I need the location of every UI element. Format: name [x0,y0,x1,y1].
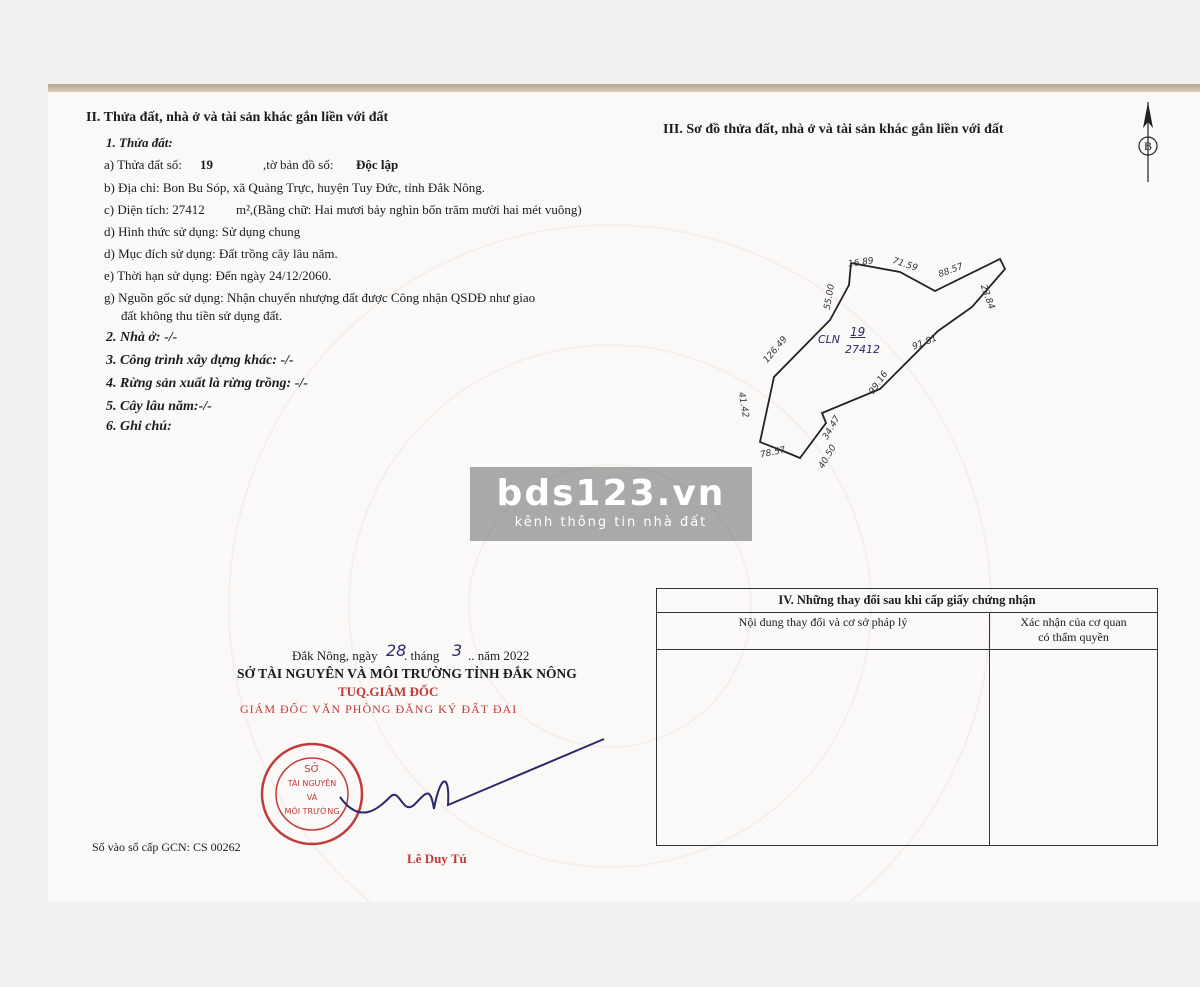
date-prefix: Đắk Nông, ngày [292,648,378,663]
section-ii-title: II. Thửa đất, nhà ở và tài sản khác gắn liền với đất [86,110,389,125]
svg-text:VÀ: VÀ [306,793,318,802]
area-label: c) Diện tích: 27412 [104,202,205,217]
dim-label: 23.84 [977,283,996,311]
origin-line-2: đất không thu tiền sử dụng đất. [121,308,283,323]
col-header-content: Nội dung thay đổi và cơ sở pháp lý [657,613,990,650]
parcel-number-sketch: 19 [850,325,866,339]
dim-label: 41.42 [735,391,751,419]
dim-label: 40.50 [817,443,839,471]
date-day: 28 [386,641,407,660]
dim-label: 34.47 [821,414,843,442]
section-iii-title: III. Sơ đồ thửa đất, nhà ở và tài sản khác gắn liền với đất [663,122,1004,137]
parcel-heading: 1. Thửa đất: [106,135,173,150]
bds123-watermark [470,467,752,541]
map-sheet-value: Độc lập [356,157,399,172]
term-line: e) Thời hạn sử dụng: Đến ngày 24/12/2060. [104,268,332,283]
registry-number: Số vào sổ cấp GCN: CS 00262 [92,840,241,854]
dim-label: 91.81 [911,333,939,353]
parcel-area-sketch: 27412 [845,343,880,356]
house-line: 2. Nhà ở: -/- [106,330,178,345]
dim-label: 71.59 [891,256,919,274]
origin-line-1: g) Nguồn gốc sử dụng: Nhận chuyển nhượng đất được Công nhận QSDĐ như giao [104,290,536,305]
north-letter: B [1144,139,1153,153]
svg-text:MÔI TRƯỜNG: MÔI TRƯỜNG [284,807,340,816]
construction-line: 3. Công trình xây dựng khác: -/- [106,353,294,368]
purpose-line: d) Mục đích sử dụng: Đất trồng cây lâu năm. [104,246,338,261]
parcel-land-type: CLN [818,333,841,346]
tuq-title: TUQ.GIÁM ĐỐC [338,684,439,699]
notes-line: 6. Ghi chú: [106,419,172,434]
date-year: .. năm 2022 [468,648,530,663]
dim-label: 16.89 [847,256,875,270]
changes-table-title: IV. Những thay đổi sau khi cấp giấy chứng nhận [657,589,1158,613]
svg-text:TÀI NGUYÊN: TÀI NGUYÊN [287,779,337,788]
changes-confirm-cell [990,650,1158,846]
col-header-confirm-line1: Xác nhận của cơ quan [1020,615,1127,629]
signer-name: Lê Duy Tú [407,851,467,866]
changes-content-cell [657,650,990,846]
date-month: 3 [452,641,463,660]
perennial-line: 5. Cây lâu năm:-/- [106,399,212,414]
map-sheet-label: ,tờ bản đồ số: [263,157,334,172]
changes-table [656,588,1158,846]
dim-label: 88.57 [937,261,965,281]
director-title: GIÁM ĐỐC VĂN PHÒNG ĐĂNG KÝ ĐẤT ĐAI [240,702,518,716]
col-header-confirm [990,613,1158,650]
signature-mark [330,735,620,835]
col-header-confirm-line2: có thẩm quyền [1038,630,1109,644]
dim-label: 78.57 [759,445,787,461]
address-line: b) Địa chỉ: Bon Bu Sóp, xã Quảng Trực, huyện Tuy Đức, tỉnh Đắk Nông. [104,180,485,195]
svg-text:SỞ: SỞ [304,764,320,775]
date-month-label: . tháng [404,648,440,663]
dim-label: 55.00 [822,283,838,311]
dim-label: 99.16 [867,369,891,397]
area-in-words: m²,(Bằng chữ: Hai mươi bảy nghìn bốn trăm mười hai mét vuông) [236,202,582,217]
parcel-no-value: 19 [200,157,213,172]
page-top-border [48,84,1200,92]
watermark-brand: bds123.vn [496,473,726,514]
forest-line: 4. Rừng sản xuất là rừng trồng: -/- [106,376,308,391]
use-form-line: d) Hình thức sử dụng: Sử dụng chung [104,224,301,239]
dim-label: 126.49 [761,334,790,366]
parcel-no-label: a) Thửa đất số: [104,157,182,172]
agency-name: SỞ TÀI NGUYÊN VÀ MÔI TRƯỜNG TỈNH ĐẮK NÔNG [237,666,577,681]
watermark-tagline: kênh thông tin nhà đất [514,515,708,530]
